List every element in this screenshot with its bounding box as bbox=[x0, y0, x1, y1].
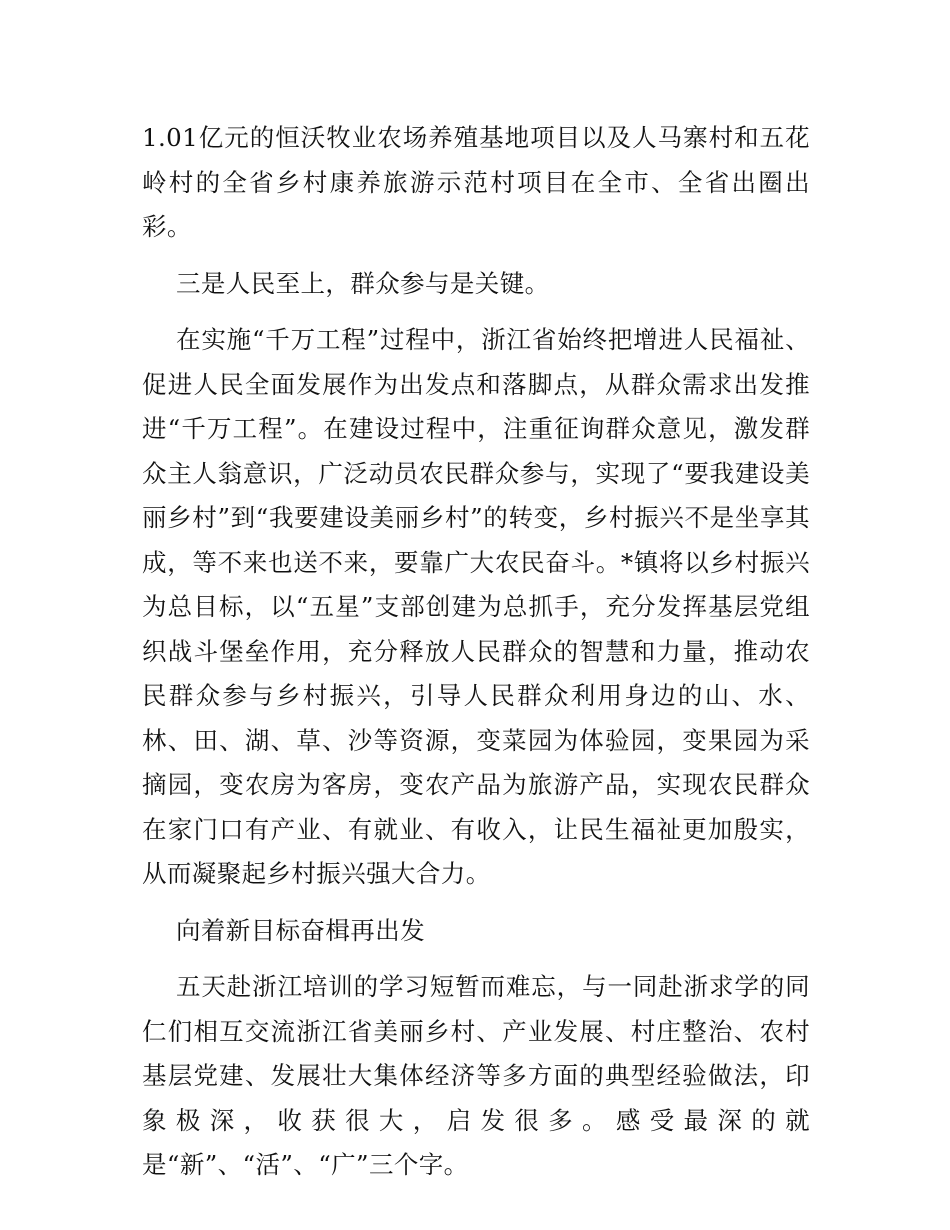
paragraph-3: 在实施“千万工程”过程中，浙江省始终把增进人民福祉、促进人民全面发展作为出发点和落脚点，从群众需求出发推进“千万工程”。在建设过程中，注重征询群众意见，激发群众主人翁意识，广泛动员农民群众参与，实现了“要我建设美丽乡村”到“我要建设美丽乡村”的转变，乡村振兴不是坐享其成，等不来也送不来，要靠广大农民奋斗。*镇将以乡村振兴为总目标，以“五星”支部创建为总抓手，充分发挥基层党组织战斗堡垒作用，充分释放人民群众的智慧和力量，推动农民群众参与乡村振兴，引导人民群众利用身边的山、水、林、田、湖、草、沙等资源，变菜园为体验园，变果园为采摘园，变农房为客房，变农产品为旅游产品，实现农民群众在家门口有产业、有就业、有收入，让民生福祉更加殷实，从而凝聚起乡村振兴强大合力。 bbox=[142, 325, 810, 888]
document-body bbox=[142, 116, 810, 1188]
paragraph-5: 五天赴浙江培训的学习短暂而难忘，与一同赴浙求学的同仁们相互交流浙江省美丽乡村、产业发展、村庄整治、农村基层党建、发展壮大集体经济等多方面的典型经验做法，印象极深，收获很大，启发很多。感受最深的就 bbox=[142, 972, 810, 1135]
paragraph-2-heading: 三是人民至上，群众参与是关键。 bbox=[176, 268, 550, 298]
paragraph-1: 1.01亿元的恒沃牧业农场养殖基地项目以及人马寨村和五花岭村的全省乡村康养旅游示范村项目在全市、全省出圈出彩。 bbox=[142, 123, 810, 241]
paragraph-5-continuation: 是“新”、“活”、“广”三个字。 bbox=[142, 1150, 469, 1179]
paragraph-4-heading: 向着新目标奋楫再出发 bbox=[176, 915, 425, 945]
